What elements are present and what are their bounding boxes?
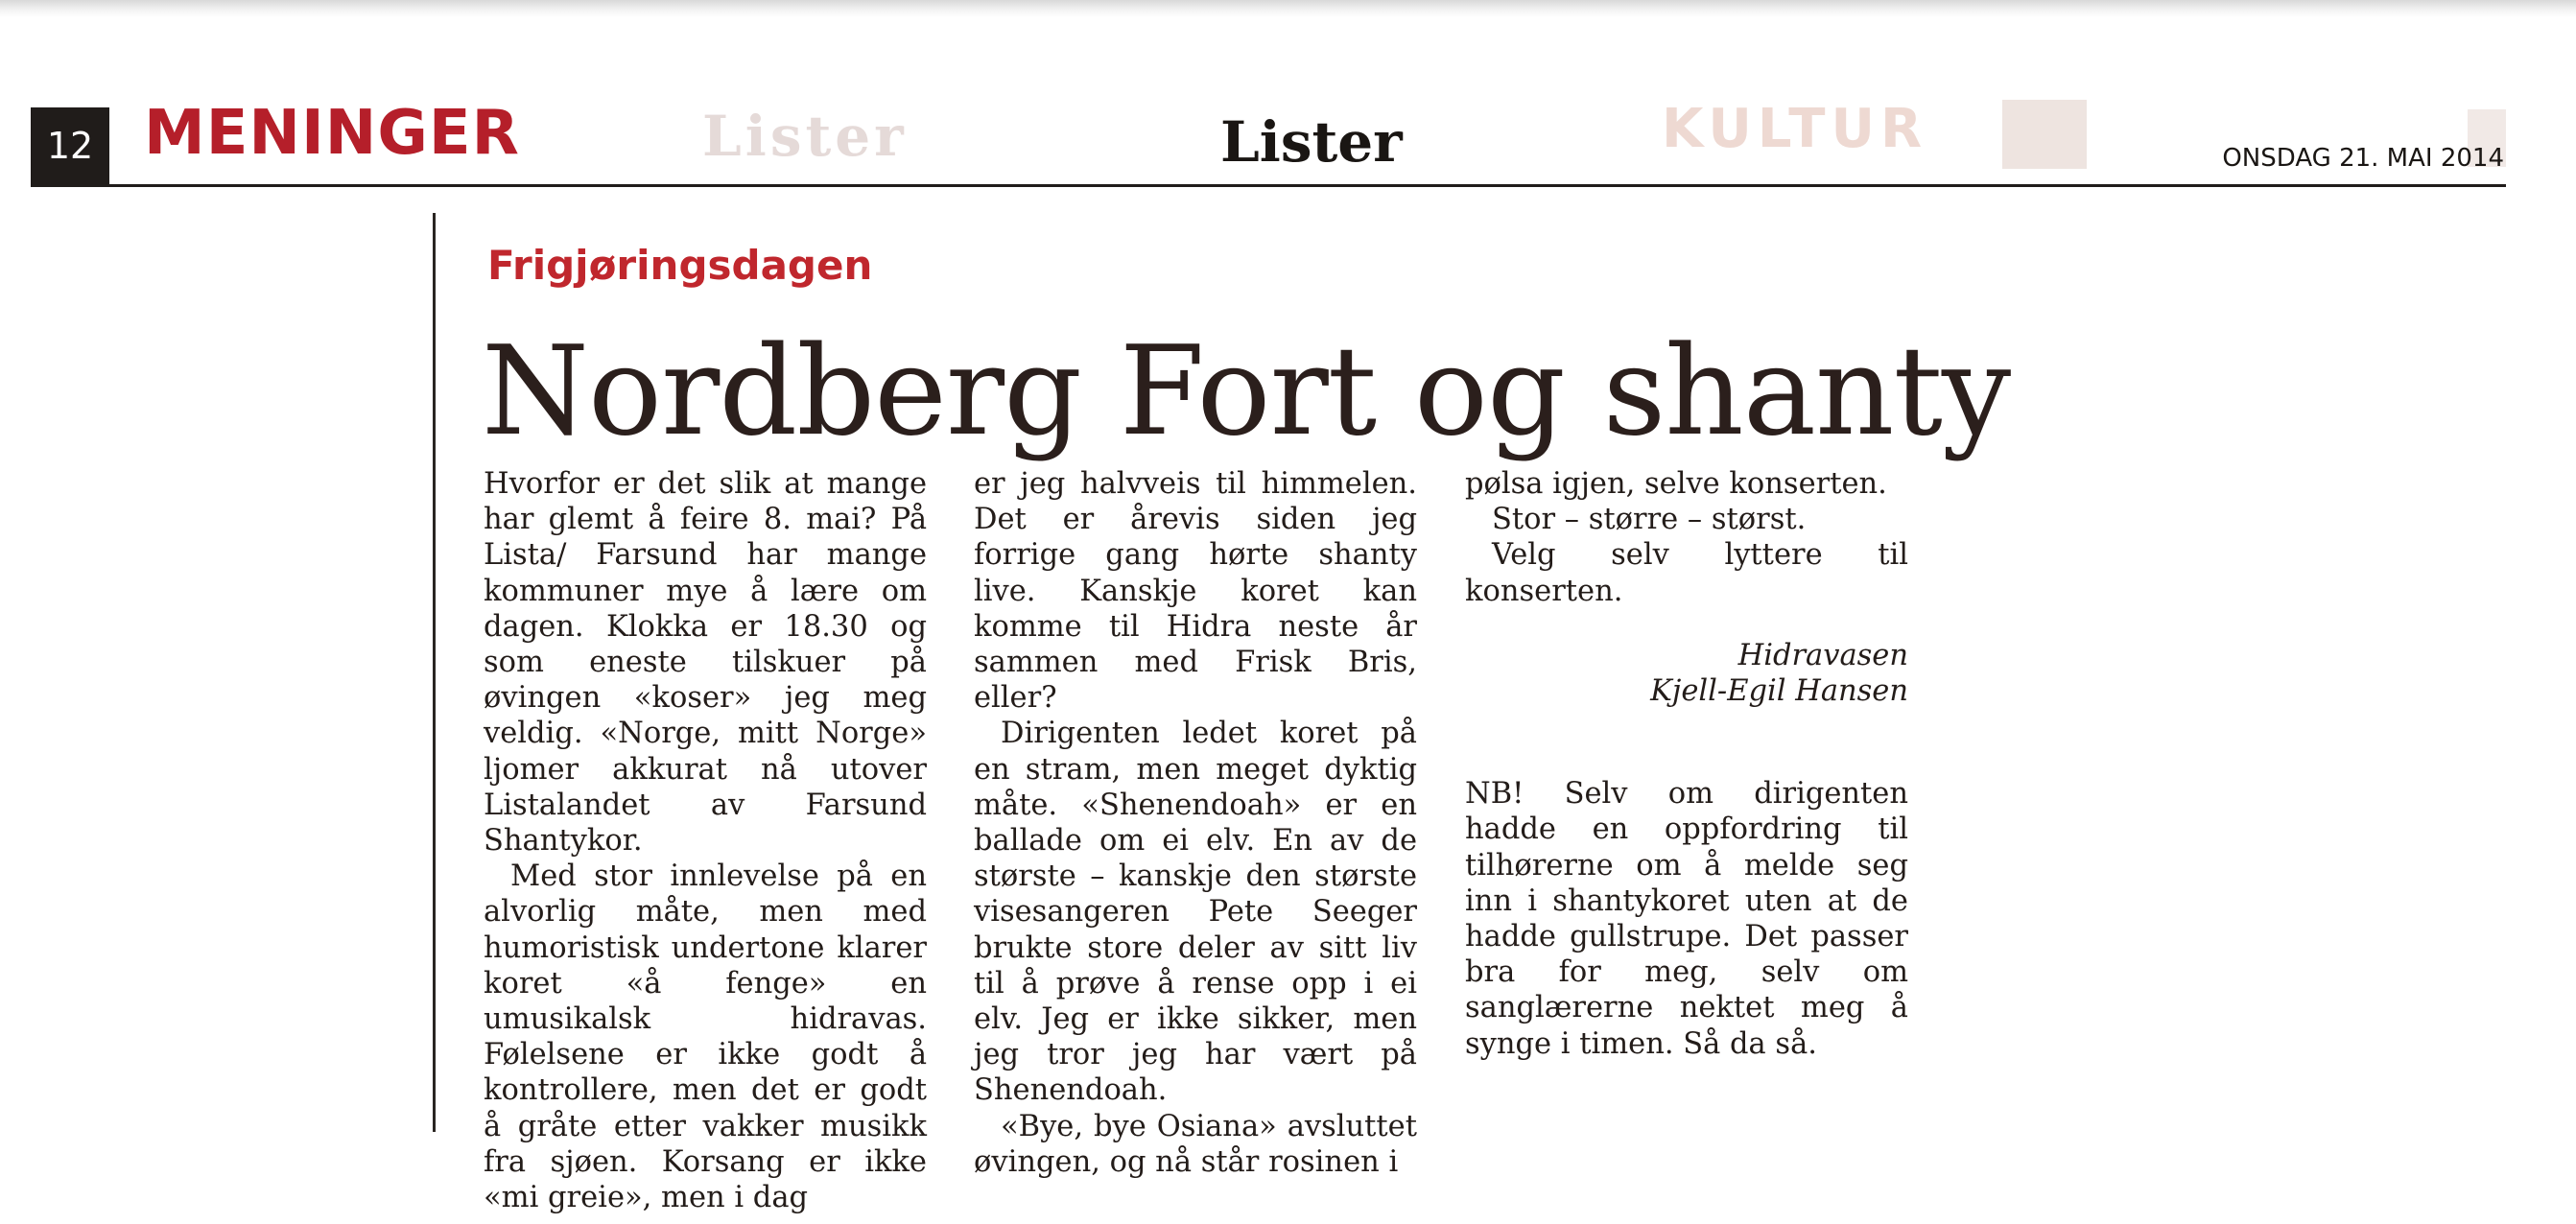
header-rule xyxy=(31,184,2506,187)
bleed-through-kultur: KULTUR xyxy=(1662,98,1928,160)
bleed-through-box xyxy=(2002,100,2087,169)
paragraph: pølsa igjen, selve konserten. xyxy=(1465,467,1887,501)
bleed-through-text: Lister xyxy=(702,104,908,169)
article-column-3 xyxy=(1465,466,1908,1062)
signature-name: Kjell-Egil Hansen xyxy=(1650,674,1908,709)
issue-date: ONSDAG 21. MAI 2014 xyxy=(2222,144,2504,173)
paragraph: Med stor innlevelse på en alvorlig måte, men med humoristisk undertone klarer koret «å fenge» en umusikalsk hidravas. Følelsene er ikke godt å kontrollere, men det er godt å gråte etter vakker musikk fra sjøen. Korsang er ikke «mi greie», men i dag xyxy=(484,859,927,1215)
scan-edge xyxy=(0,0,2576,17)
paragraph: Dirigenten ledet koret på en stram, men meget dyktig måte. «Shenendoah» er en ballade om ei elv. En av de største – kanskje den største visesangeren Pete Seeger brukte store deler av sitt liv til å prøve å rense opp i ei elv. Jeg er ikke sikker, men jeg tror jeg har vært på Shenendoah. xyxy=(974,717,1417,1108)
newspaper-logo: Lister xyxy=(1220,109,1403,175)
signature-place: Hidravasen xyxy=(1737,638,1908,672)
paragraph: Stor – større – størst. xyxy=(1492,503,1807,537)
paragraph: Velg selv lyttere til konserten. xyxy=(1465,538,1908,608)
paragraph: er jeg halvveis til himmelen. Det er årevis siden jeg forrige gang hørte shanty live. Kanskje koret kan komme til Hidra neste år sammen med Frisk Bris, eller? xyxy=(974,467,1417,716)
page-header xyxy=(31,96,2506,184)
paragraph: «Bye, bye Osiana» avsluttet øvingen, og nå står rosinen i xyxy=(974,1109,1417,1179)
section-title: MENINGER xyxy=(144,98,520,169)
article-column-2 xyxy=(974,466,1417,1180)
column-rule xyxy=(433,213,436,1132)
paragraph: Hvorfor er det slik at mange har glemt å feire 8. mai? På Lista/ Farsund har mange kommuner mye å lære om dagen. Klokka er 18.30 og som eneste tilskuer på øvingen «koser» jeg meg veldig. «Norge, mitt Norge» ljomer akkurat nå utover Listalandet av Farsund Shantykor. xyxy=(484,467,927,859)
page-number: 12 xyxy=(31,107,109,184)
article-column-1 xyxy=(484,466,927,1215)
article-headline: Nordberg Fort og shanty xyxy=(482,320,2011,463)
author-note: NB! Selv om dirigenten hadde en oppfordring til tilhørerne om å melde seg inn i shantykoret uten at de hadde gullstrupe. Det passer bra for meg, selv om sanglærerne nektet meg å synge i timen. Så da så. xyxy=(1465,777,1908,1061)
article-kicker: Frigjøringsdagen xyxy=(487,242,873,289)
